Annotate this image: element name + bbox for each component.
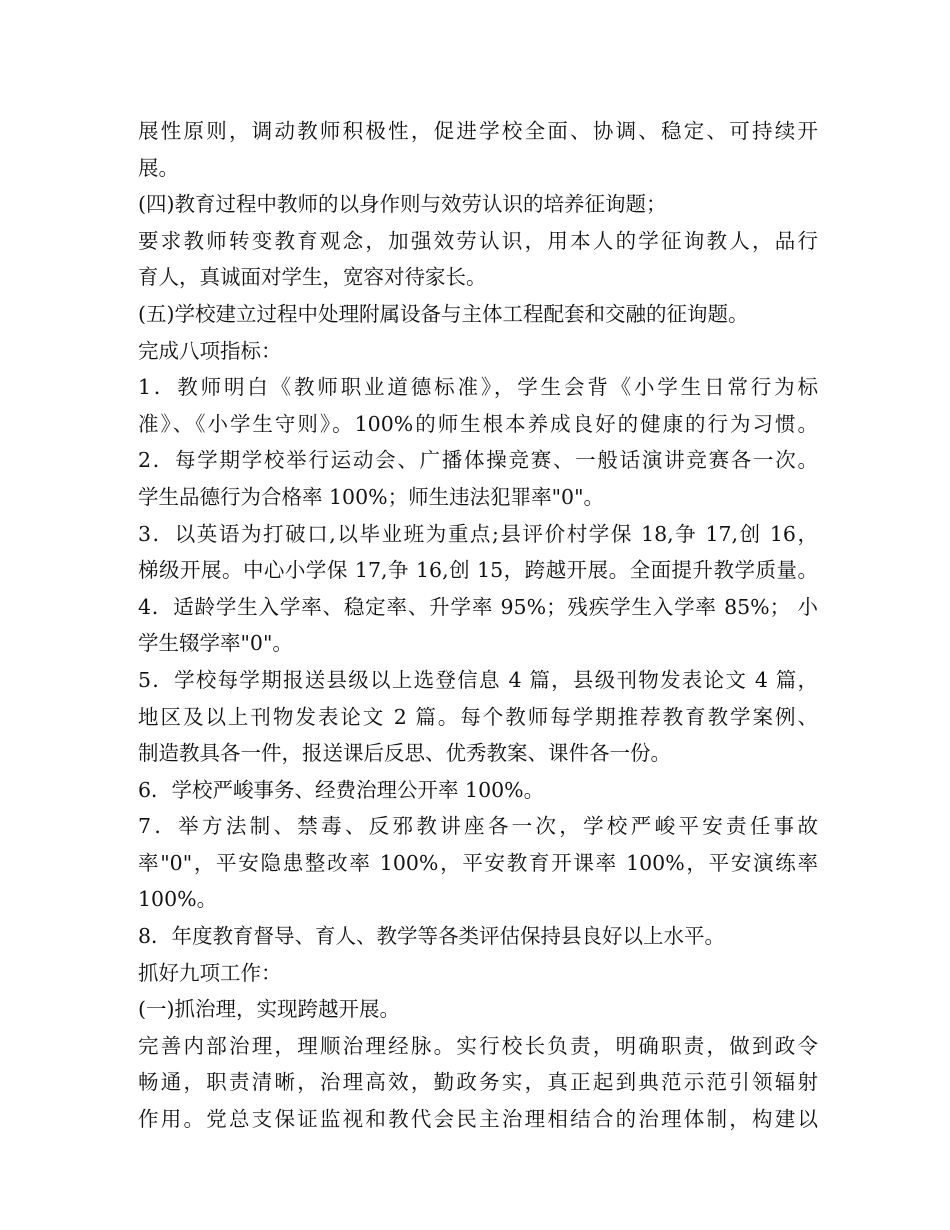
text-line: 展性原则，调动教师积极性，促进学校全面、协调、稳定、可持续开 — [138, 119, 818, 143]
text-line: 抓好九项工作： — [138, 960, 282, 985]
text-line: 完成八项指标： — [138, 338, 282, 363]
text-line: 梯级开展。中心小学保 17,争 16,创 15，跨越开展。全面提升教学质量。 — [138, 558, 818, 583]
text-line: 地区及以上刊物发表论文 2 篇。每个教师每学期推荐教育教学案例、 — [138, 704, 818, 729]
text-line: 8．年度教育督导、育人、教学等各类评估保持县良好以上水平。 — [138, 924, 726, 949]
text-line: 学生品德行为合格率 100%；师生违法犯罪率"0"。 — [138, 484, 605, 509]
text-line: 学生辍学率"0"。 — [138, 631, 293, 656]
text-line: (五)学校建立过程中处理附属设备与主体工程配套和交融的征询题。 — [138, 301, 749, 326]
text-line: 5．学校每学期报送县级以上选登信息 4 篇，县级刊物发表论文 4 篇， — [138, 667, 818, 692]
text-line: 制造教具各一件，报送课后反思、优秀教案、课件各一份。 — [138, 741, 671, 766]
text-line: 2．每学期学校举行运动会、广播体操竞赛、一般话演讲竞赛各一次。 — [138, 448, 818, 473]
text-line: 准》、《小学生守则》。100%的师生根本养成良好的健康的行为习惯。 — [138, 411, 818, 436]
text-line: 育人，真诚面对学生，宽容对待家长。 — [138, 265, 487, 290]
text-line: (一)抓治理，实现跨越开展。 — [138, 997, 400, 1022]
text-line: 1．教师明白《教师职业道德标准》，学生会背《小学生日常行为标 — [138, 375, 818, 400]
text-line: 展。 — [138, 155, 179, 180]
text-line: 要求教师转变教育观念，加强效劳认识，用本人的学征询教人，品行 — [138, 228, 818, 253]
text-line: 100%。 — [138, 887, 218, 912]
text-line: (四)教育过程中教师的以身作则与效劳认识的培养征询题； — [138, 192, 667, 217]
text-line: 作用。党总支保证监视和教代会民主治理相结合的治理体制，构建以 — [138, 1107, 818, 1132]
text-line: 率"0"，平安隐患整改率 100%，平安教育开课率 100%，平安演练率 — [138, 850, 818, 875]
document-body — [138, 113, 818, 1138]
text-line: 7．举方法制、禁毒、反邪教讲座各一次，学校严峻平安责任事故 — [138, 814, 818, 839]
text-line: 4．适龄学生入学率、稳定率、升学率 95%；残疾学生入学率 85%； 小 — [138, 594, 818, 619]
text-line: 畅通，职责清晰，治理高效，勤政务实，真正起到典范示范引领辐射 — [138, 1070, 818, 1095]
text-line: 6．学校严峻事务、经费治理公开率 100%。 — [138, 777, 545, 802]
text-line: 完善内部治理，理顺治理经脉。实行校长负责，明确职责，做到政令 — [138, 1033, 818, 1058]
text-line: 3．以英语为打破口,以毕业班为重点;县评价村学保 18,争 17,创 16， — [138, 521, 818, 546]
